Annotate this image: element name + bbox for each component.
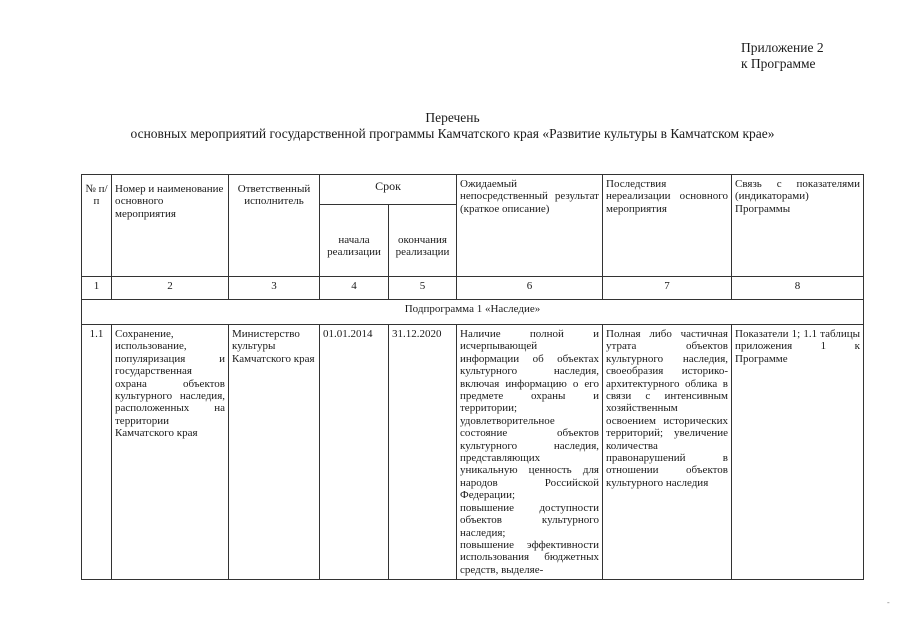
row-num: 1.1 [82, 325, 112, 580]
row-end-date: 31.12.2020 [389, 325, 457, 580]
row-indicators: Показатели 1; 1.1 таблицы приложения 1 к Программе [732, 325, 864, 580]
appendix-line-1: Приложение 2 [741, 40, 824, 55]
column-number-3: 3 [229, 277, 320, 300]
subprogram-row [82, 300, 864, 325]
row-name: Сохранение, использование, популяризация и государственная охрана объектов культурного наследия, расположенных на территории Камчатского края [112, 325, 229, 580]
column-number-7: 7 [603, 277, 732, 300]
header-num: № п/п [82, 175, 112, 277]
column-number-row [82, 277, 864, 300]
document-title [0, 110, 905, 142]
header-consequences: Последствия нереализации основного мероприятия [603, 175, 732, 277]
appendix-line-2: к Программе [741, 56, 816, 71]
title-line-2: основных мероприятий государственной программы Камчатского края «Развитие культуры в Камчатском крае» [130, 126, 775, 141]
header-indicators: Связь с показателями (индикаторами) Программы [732, 175, 864, 277]
header-result: Ожидаемый непосредственный результат (краткое описание) [457, 175, 603, 277]
table-row [82, 325, 864, 580]
column-number-4: 4 [320, 277, 389, 300]
result-item: удовлетворительное состояние объектов культурного наследия, представляющих уникальную ценность для народов Российской Федерации; [460, 414, 599, 502]
row-consequences: Полная либо частичная утрата объектов культурного наследия, своеобразия историко-архитектурного облика в связи с интенсивным хозяйственным освоением исторических территорий; увеличение количества правонарушений в отношении объектов культурного наследия [603, 325, 732, 580]
row-result [457, 325, 603, 580]
header-row-1 [82, 175, 864, 205]
subprogram-title: Подпрограмма 1 «Наследие» [82, 300, 864, 325]
header-term: Срок [320, 175, 457, 205]
measures-table [81, 174, 864, 580]
result-item: Наличие полной и исчерпывающей информации об объектах культурного наследия, включая информацию о его предмете охраны и территории; [460, 328, 599, 415]
appendix-label [741, 40, 824, 72]
header-term-end: окончания реализации [389, 205, 457, 277]
row-executor: Министерство культуры Камчатского края [229, 325, 320, 580]
column-number-6: 6 [457, 277, 603, 300]
header-term-start: начала реализации [320, 205, 389, 277]
column-number-5: 5 [389, 277, 457, 300]
column-number-8: 8 [732, 277, 864, 300]
column-number-1: 1 [82, 277, 112, 300]
title-line-1: Перечень [425, 110, 480, 125]
result-item: повышение эффективности использования бюджетных средств, выделяе- [460, 538, 599, 576]
scan-speck: - [887, 598, 890, 607]
header-name: Номер и наименование основного мероприятия [112, 175, 229, 277]
row-start-date: 01.01.2014 [320, 325, 389, 580]
column-number-2: 2 [112, 277, 229, 300]
result-item: повышение доступности объектов культурного наследия; [460, 501, 599, 539]
header-executor: Ответственный исполнитель [229, 175, 320, 277]
